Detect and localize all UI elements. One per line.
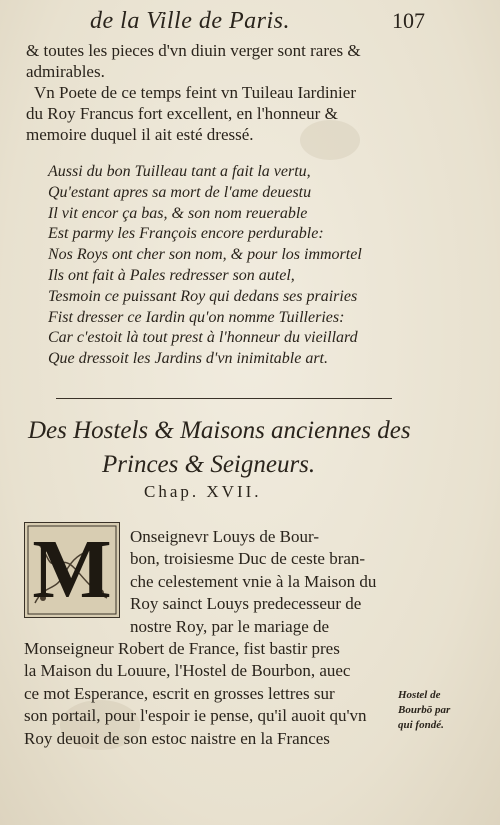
text-line: che celestement vnie à la Maison du <box>130 571 377 591</box>
poem-line: Que dressoit les Jardins d'vn inimitable art. <box>48 350 328 368</box>
poem-line: Aussi du bon Tuilleau tant a fait la vertu, <box>48 163 311 180</box>
text-line: memoire duquel il ait esté dressé. <box>26 125 254 144</box>
poem-line: Car c'estoit là tout prest à l'honneur du vieillard <box>48 329 358 347</box>
poem-line: Qu'estant apres sa mort de l'ame deuestu <box>48 183 312 201</box>
text-line: ce mot Esperance, escrit en grosses lettres sur <box>24 683 335 703</box>
margin-note-line: qui fondé. <box>398 719 444 731</box>
section-divider <box>56 398 392 399</box>
margin-note-line: Hostel de <box>398 689 441 701</box>
poem <box>48 162 418 370</box>
poem-line: Ils ont fait à Pales redresser son autel, <box>48 266 295 284</box>
poem-line: Nos Roys ont cher son nom, & pour los immortel <box>48 246 362 264</box>
page-number: 107 <box>392 8 425 33</box>
text-line: Onseignevr Louys de Bour- <box>130 527 319 546</box>
text-line: Roy deuoit de son estoc naistre en la Frances <box>24 728 330 748</box>
page-header <box>0 8 500 38</box>
text-line: du Roy Francus fort excellent, en l'honneur & <box>26 104 338 123</box>
text-line: nostre Roy, par le mariage de <box>130 616 330 636</box>
text-line: la Maison du Louure, l'Hostel de Bourbon, auec <box>24 661 351 681</box>
paragraph-2 <box>26 82 421 145</box>
initial-letter: M <box>32 523 112 616</box>
text-line: Vn Poete de ce temps feint vn Tuileau Iardinier <box>34 83 356 102</box>
text-line: son portail, pour l'espoir ie pense, qu'il auoit qu'vn <box>24 706 367 726</box>
chapter-number: Chap. XVII. <box>144 482 262 501</box>
running-head: de la Ville de Paris. <box>90 8 291 34</box>
poem-line: Est parmy les François encore perdurable: <box>48 225 324 243</box>
chapter-title-line: Princes & Seigneurs. <box>102 451 316 478</box>
text-line: Roy sainct Louys predecesseur de <box>130 594 362 614</box>
poem-line: Fist dresser ce Iardin qu'on nomme Tuilleries: <box>48 308 345 326</box>
text-line: admirables. <box>26 62 105 81</box>
paragraph-1 <box>26 40 421 82</box>
text-line: bon, troisiesme Duc de ceste bran- <box>130 549 366 569</box>
margin-note-line: Bourbō par <box>398 704 451 716</box>
marginal-note <box>398 688 488 733</box>
chapter-title <box>20 414 440 482</box>
text-line: Monseigneur Robert de France, fist bastir pres <box>24 639 340 659</box>
poem-line: Tesmoin ce puissant Roy qui dedans ses prairies <box>48 287 358 305</box>
text-line: & toutes les pieces d'vn diuin verger sont rares & <box>26 41 361 60</box>
chapter-title-line: Des Hostels & Maisons anciennes des <box>28 417 411 444</box>
chapter-body <box>24 523 400 750</box>
poem-line: Il vit encor ça bas, & son nom reuerable <box>48 204 308 222</box>
